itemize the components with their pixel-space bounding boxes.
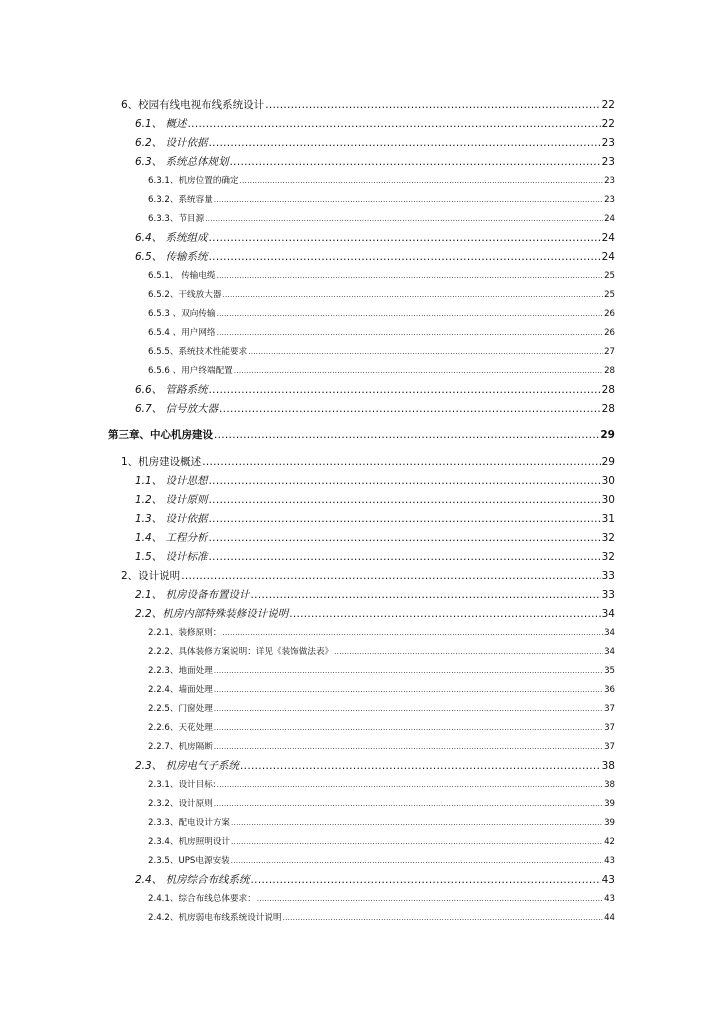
toc-entry[interactable] bbox=[0, 172, 615, 191]
toc-page-number: 39 bbox=[604, 818, 615, 828]
dot-leader bbox=[283, 909, 603, 928]
toc-page-number: 28 bbox=[601, 384, 615, 396]
toc-page-number: 23 bbox=[601, 156, 615, 168]
toc-entry[interactable] bbox=[0, 795, 615, 814]
toc-entry[interactable] bbox=[0, 134, 615, 153]
dot-leader bbox=[251, 586, 601, 605]
toc-entry[interactable] bbox=[0, 871, 615, 890]
dot-leader bbox=[209, 248, 601, 267]
toc-entry-title: 2.2.4、墙面处理 bbox=[148, 685, 213, 695]
toc-entry[interactable] bbox=[0, 453, 615, 472]
dot-leader bbox=[265, 96, 600, 115]
dot-leader bbox=[217, 324, 603, 343]
toc-page-number: 23 bbox=[604, 195, 615, 205]
toc-entry[interactable] bbox=[0, 890, 615, 909]
toc-entry-title: 2.3.4、机房照明设计 bbox=[148, 837, 231, 847]
dot-leader bbox=[181, 567, 600, 586]
toc-page-number: 29 bbox=[600, 429, 615, 441]
toc-entry[interactable] bbox=[0, 700, 615, 719]
toc-chapter-entry[interactable] bbox=[0, 426, 615, 445]
toc-entry[interactable] bbox=[0, 529, 615, 548]
toc-page-number: 39 bbox=[604, 799, 615, 809]
toc-page-number: 26 bbox=[604, 328, 615, 338]
toc-page-number: 22 bbox=[601, 99, 615, 111]
dot-leader bbox=[257, 890, 603, 909]
dot-leader bbox=[214, 795, 603, 814]
toc-entry[interactable] bbox=[0, 210, 615, 229]
toc-entry-title: 1、机房建设概述 bbox=[121, 456, 202, 468]
toc-entry-title: 2.2.2、具体装修方案说明：详见《装饰做法表》 bbox=[148, 647, 334, 657]
toc-page-number: 24 bbox=[601, 232, 615, 244]
toc-entry-title: 1.1、 设计思想 bbox=[135, 475, 208, 487]
dot-leader bbox=[217, 305, 603, 324]
toc-entry[interactable] bbox=[0, 381, 615, 400]
toc-entry-title: 6.1、 概述 bbox=[135, 118, 187, 130]
toc-page-number: 31 bbox=[601, 513, 615, 525]
toc-entry[interactable] bbox=[0, 305, 615, 324]
toc-page-number: 43 bbox=[601, 874, 615, 886]
dot-leader bbox=[214, 662, 603, 681]
toc-page-number: 42 bbox=[604, 837, 615, 847]
toc-entry-title: 2.3.5、UPS电源安装 bbox=[148, 856, 230, 866]
dot-leader bbox=[231, 852, 603, 871]
toc-entry[interactable] bbox=[0, 153, 615, 172]
toc-page-number: 24 bbox=[604, 214, 615, 224]
toc-entry-title: 2.2.1、装修原则： bbox=[148, 628, 222, 638]
table-of-contents bbox=[0, 96, 724, 928]
toc-page-number: 37 bbox=[604, 723, 615, 733]
toc-page-number: 37 bbox=[604, 742, 615, 752]
toc-entry[interactable] bbox=[0, 400, 615, 419]
toc-page-number: 38 bbox=[604, 780, 615, 790]
toc-entry-title: 2.2.6、天花处理 bbox=[148, 723, 213, 733]
toc-entry[interactable] bbox=[0, 624, 615, 643]
toc-page-number: 33 bbox=[601, 589, 615, 601]
toc-entry[interactable] bbox=[0, 643, 615, 662]
toc-entry[interactable] bbox=[0, 362, 615, 381]
toc-entry-title: 6.5.6 、用户终端配置 bbox=[148, 366, 233, 376]
dot-leader bbox=[214, 738, 603, 757]
dot-leader bbox=[214, 426, 599, 445]
dot-leader bbox=[222, 624, 603, 643]
dot-leader bbox=[334, 643, 603, 662]
toc-page-number: 44 bbox=[604, 913, 615, 923]
toc-page-number: 34 bbox=[604, 647, 615, 657]
toc-entry[interactable] bbox=[0, 567, 615, 586]
toc-entry-title: 6.5.1、 传输电缆 bbox=[148, 271, 216, 281]
toc-entry[interactable] bbox=[0, 757, 615, 776]
toc-entry[interactable] bbox=[0, 681, 615, 700]
dot-leader bbox=[219, 400, 601, 419]
dot-leader bbox=[209, 229, 601, 248]
toc-entry-title: 2.4.1、综合布线总体要求： bbox=[148, 894, 256, 904]
toc-entry[interactable] bbox=[0, 267, 615, 286]
toc-entry[interactable] bbox=[0, 909, 615, 928]
toc-entry[interactable] bbox=[0, 833, 615, 852]
toc-entry-title: 1.4、 工程分析 bbox=[135, 532, 208, 544]
toc-entry-title: 6.3.2、系统容量 bbox=[148, 195, 213, 205]
dot-leader bbox=[231, 814, 603, 833]
toc-page-number: 43 bbox=[604, 856, 615, 866]
dot-leader bbox=[248, 343, 603, 362]
toc-page-number: 23 bbox=[601, 137, 615, 149]
toc-entry[interactable] bbox=[0, 852, 615, 871]
toc-entry[interactable] bbox=[0, 324, 615, 343]
toc-entry-title: 2.2.7、机房隔断 bbox=[148, 742, 213, 752]
toc-page-number: 29 bbox=[601, 456, 615, 468]
dot-leader bbox=[289, 605, 600, 624]
toc-entry[interactable] bbox=[0, 343, 615, 362]
toc-entry[interactable] bbox=[0, 472, 615, 491]
dot-leader bbox=[217, 267, 603, 286]
toc-page-number: 30 bbox=[601, 494, 615, 506]
dot-leader bbox=[222, 286, 603, 305]
toc-page-number: 26 bbox=[604, 309, 615, 319]
toc-entry[interactable] bbox=[0, 229, 615, 248]
toc-entry[interactable] bbox=[0, 548, 615, 567]
toc-page-number: 24 bbox=[601, 251, 615, 263]
toc-entry[interactable] bbox=[0, 96, 615, 115]
toc-page-number: 27 bbox=[604, 347, 615, 357]
toc-page-number: 38 bbox=[601, 760, 615, 772]
toc-entry[interactable] bbox=[0, 605, 615, 624]
toc-page-number: 28 bbox=[604, 366, 615, 376]
toc-entry-title: 6.3、 系统总体规划 bbox=[135, 156, 229, 168]
toc-page-number: 36 bbox=[604, 685, 615, 695]
dot-leader bbox=[209, 491, 601, 510]
toc-entry-title: 6.5、 传输系统 bbox=[135, 251, 208, 263]
dot-leader bbox=[188, 115, 601, 134]
toc-entry-title: 2.3.2、设计原则 bbox=[148, 799, 213, 809]
toc-entry-title: 6.2、 设计依据 bbox=[135, 137, 208, 149]
dot-leader bbox=[209, 529, 601, 548]
toc-entry-title: 6.7、 信号放大器 bbox=[135, 403, 219, 415]
toc-entry[interactable] bbox=[0, 738, 615, 757]
toc-entry[interactable] bbox=[0, 719, 615, 738]
dot-leader bbox=[217, 776, 603, 795]
dot-leader bbox=[214, 681, 603, 700]
dot-leader bbox=[240, 757, 601, 776]
toc-entry-title: 6.3.3、节目源 bbox=[148, 214, 205, 224]
toc-page-number: 34 bbox=[601, 608, 615, 620]
dot-leader bbox=[251, 871, 601, 890]
toc-entry[interactable] bbox=[0, 115, 615, 134]
toc-page-number: 37 bbox=[604, 704, 615, 714]
toc-entry-title: 6.3.1、机房位置的确定 bbox=[148, 176, 239, 186]
toc-entry-title: 6.4、 系统组成 bbox=[135, 232, 208, 244]
toc-entry[interactable] bbox=[0, 510, 615, 529]
dot-leader bbox=[214, 191, 603, 210]
dot-leader bbox=[209, 510, 601, 529]
toc-entry-title: 1.2、 设计原则 bbox=[135, 494, 208, 506]
toc-entry-title: 2.2、机房内部特殊装修设计说明 bbox=[135, 608, 289, 620]
toc-entry-title: 2.1、 机房设备布置设计 bbox=[135, 589, 250, 601]
toc-entry[interactable] bbox=[0, 286, 615, 305]
toc-page-number: 32 bbox=[601, 551, 615, 563]
toc-page-number: 25 bbox=[604, 271, 615, 281]
dot-leader bbox=[214, 719, 603, 738]
toc-page-number: 30 bbox=[601, 475, 615, 487]
dot-leader bbox=[231, 833, 603, 852]
toc-entry-title: 2.4.2、机房弱电布线系统设计说明 bbox=[148, 913, 282, 923]
dot-leader bbox=[214, 700, 603, 719]
toc-entry-title: 2.4、 机房综合布线系统 bbox=[135, 874, 250, 886]
toc-entry[interactable] bbox=[0, 491, 615, 510]
toc-page-number: 22 bbox=[601, 118, 615, 130]
dot-leader bbox=[209, 381, 601, 400]
dot-leader bbox=[202, 453, 600, 472]
toc-page-number: 35 bbox=[604, 666, 615, 676]
toc-entry-title: 6.5.2、干线放大器 bbox=[148, 290, 222, 300]
toc-entry-title: 6.5.5、系统技术性能要求 bbox=[148, 347, 248, 357]
toc-entry-title: 6.6、 管路系统 bbox=[135, 384, 208, 396]
toc-entry-title: 第三章、中心机房建设 bbox=[108, 429, 213, 441]
toc-page-number: 33 bbox=[601, 570, 615, 582]
toc-entry-title: 6、校园有线电视布线系统设计 bbox=[121, 99, 265, 111]
toc-entry[interactable] bbox=[0, 814, 615, 833]
toc-entry-title: 1.5、 设计标准 bbox=[135, 551, 208, 563]
toc-entry-title: 6.5.3 、双向传输 bbox=[148, 309, 216, 319]
toc-entry[interactable] bbox=[0, 662, 615, 681]
dot-leader bbox=[209, 134, 601, 153]
toc-entry-title: 2.3.3、配电设计方案 bbox=[148, 818, 231, 828]
toc-page-number: 32 bbox=[601, 532, 615, 544]
toc-page-number: 23 bbox=[604, 176, 615, 186]
toc-entry[interactable] bbox=[0, 191, 615, 210]
toc-entry[interactable] bbox=[0, 776, 615, 795]
toc-entry[interactable] bbox=[0, 586, 615, 605]
toc-page-number: 34 bbox=[604, 628, 615, 638]
toc-entry-title: 2、设计说明 bbox=[121, 570, 181, 582]
dot-leader bbox=[234, 362, 603, 381]
toc-entry-title: 2.3.1、设计目标: bbox=[148, 780, 216, 790]
toc-entry-title: 6.5.4 、用户网络 bbox=[148, 328, 216, 338]
dot-leader bbox=[209, 472, 601, 491]
toc-page-number: 25 bbox=[604, 290, 615, 300]
toc-entry-title: 1.3、 设计依据 bbox=[135, 513, 208, 525]
dot-leader bbox=[240, 172, 603, 191]
toc-page-number: 43 bbox=[604, 894, 615, 904]
dot-leader bbox=[205, 210, 603, 229]
toc-entry-title: 2.3、 机房电气子系统 bbox=[135, 760, 240, 772]
dot-leader bbox=[209, 548, 601, 567]
toc-page-number: 28 bbox=[601, 403, 615, 415]
toc-entry[interactable] bbox=[0, 248, 615, 267]
toc-entry-title: 2.2.3、地面处理 bbox=[148, 666, 213, 676]
toc-entry-title: 2.2.5、门窗处理 bbox=[148, 704, 213, 714]
dot-leader bbox=[230, 153, 601, 172]
